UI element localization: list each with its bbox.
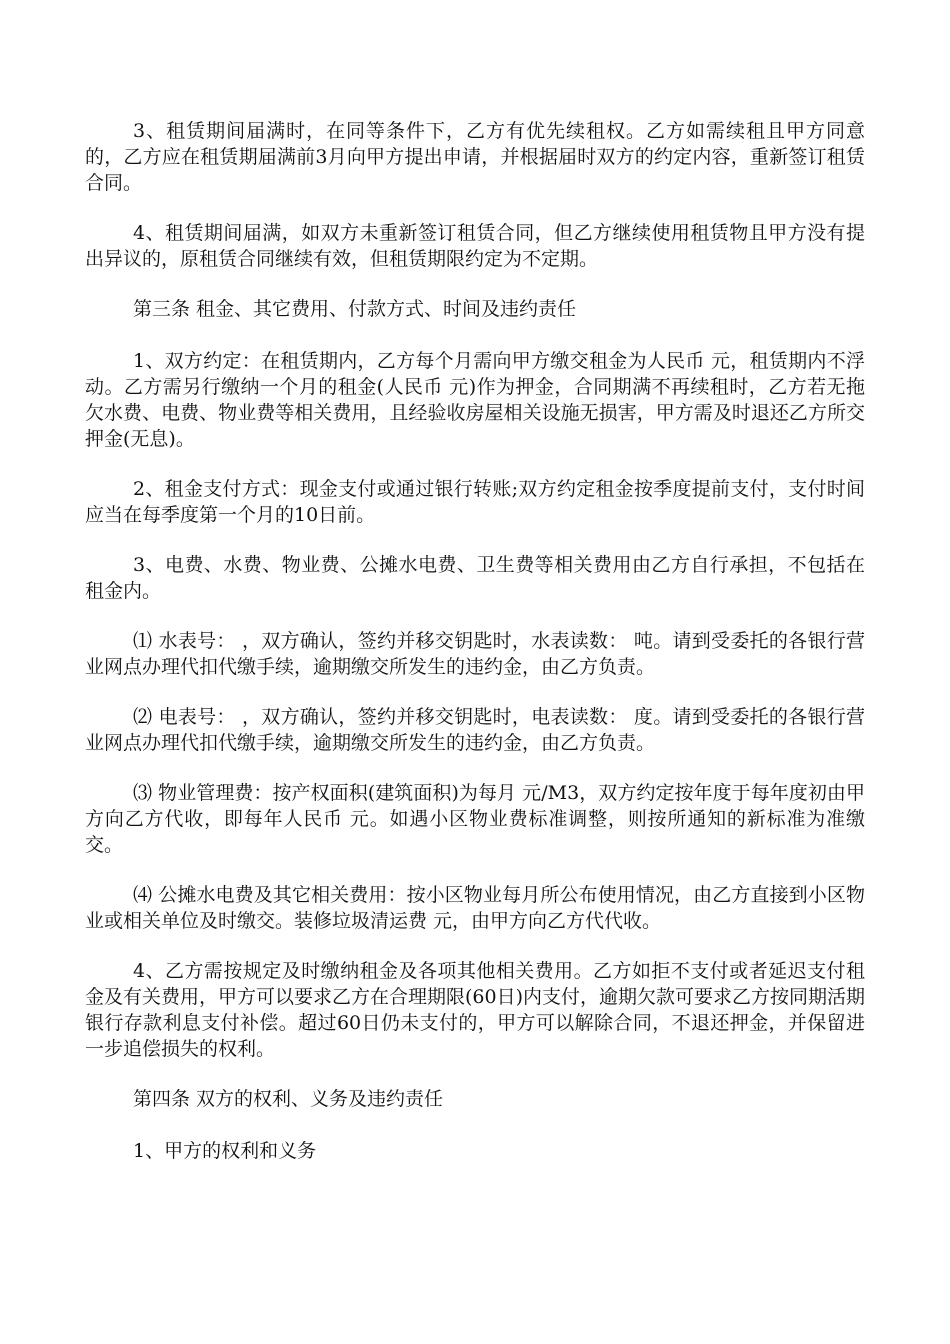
document-page [85, 118, 865, 1188]
property-fee-item: ⑶ 物业管理费：按产权面积(建筑面积)为每月 元/M3，双方约定按年度于每年度初由甲方向乙方代收，即每年人民币 元。如遇小区物业费标准调整，则按所通知的新标准为准缴交。 [85, 782, 865, 856]
electric-meter-item: ⑵ 电表号： ，双方确认，签约并移交钥匙时，电表读数： 度。请到受委托的各银行营业网点办理代扣代缴手续，逾期缴交所发生的违约金，由乙方负责。 [85, 706, 865, 754]
clause-2-item-3: 3、租赁期间届满时，在同等条件下，乙方有优先续租权。乙方如需续租且甲方同意的，乙方应在租赁期届满前3月向甲方提出申请，并根据届时双方的约定内容，重新签订租赁合同。 [85, 120, 865, 194]
article-3-item-3: 3、电费、水费、物业费、公摊水电费、卫生费等相关费用由乙方自行承担，不包括在租金内。 [85, 554, 865, 602]
article-3-heading: 第三条 租金、其它费用、付款方式、时间及违约责任 [133, 298, 577, 320]
article-3-item-1: 1、双方约定：在租赁期内，乙方每个月需向甲方缴交租金为人民币 元，租赁期内不浮动。乙方需另行缴纳一个月的租金(人民币 元)作为押金，合同期满不再续租时，乙方若无拖欠水费、电费、物业费等相关费用，且经验收房屋相关设施无损害，甲方需及时退还乙方所交押金(无息)。 [85, 350, 865, 450]
article-4-heading: 第四条 双方的权利、义务及违约责任 [133, 1088, 444, 1110]
clause-2-item-4: 4、租赁期间届满，如双方未重新签订租赁合同，但乙方继续使用租赁物且甲方没有提出异议的，原租赁合同继续有效，但租赁期限约定为不定期。 [85, 222, 865, 270]
article-3-item-2: 2、租金支付方式：现金支付或通过银行转账;双方约定租金按季度提前支付，支付时间应当在每季度第一个月的10日前。 [85, 478, 865, 526]
article-4-item-1: 1、甲方的权利和义务 [133, 1140, 317, 1162]
water-meter-item: ⑴ 水表号： ，双方确认，签约并移交钥匙时，水表读数： 吨。请到受委托的各银行营业网点办理代扣代缴手续，逾期缴交所发生的违约金，由乙方负责。 [85, 630, 865, 678]
article-3-item-4: 4、乙方需按规定及时缴纳租金及各项其他相关费用。乙方如拒不支付或者延迟支付租金及有关费用，甲方可以要求乙方在合理期限(60日)内支付，逾期欠款可要求乙方按同期活期银行存款利息支付补偿。超过60日仍未支付的，甲方可以解除合同，不退还押金，并保留进一步追偿损失的权利。 [85, 960, 866, 1060]
shared-utilities-item: ⑷ 公摊水电费及其它相关费用：按小区物业每月所公布使用情况，由乙方直接到小区物业或相关单位及时缴交。装修垃圾清运费 元，由甲方向乙方代代收。 [85, 884, 865, 932]
